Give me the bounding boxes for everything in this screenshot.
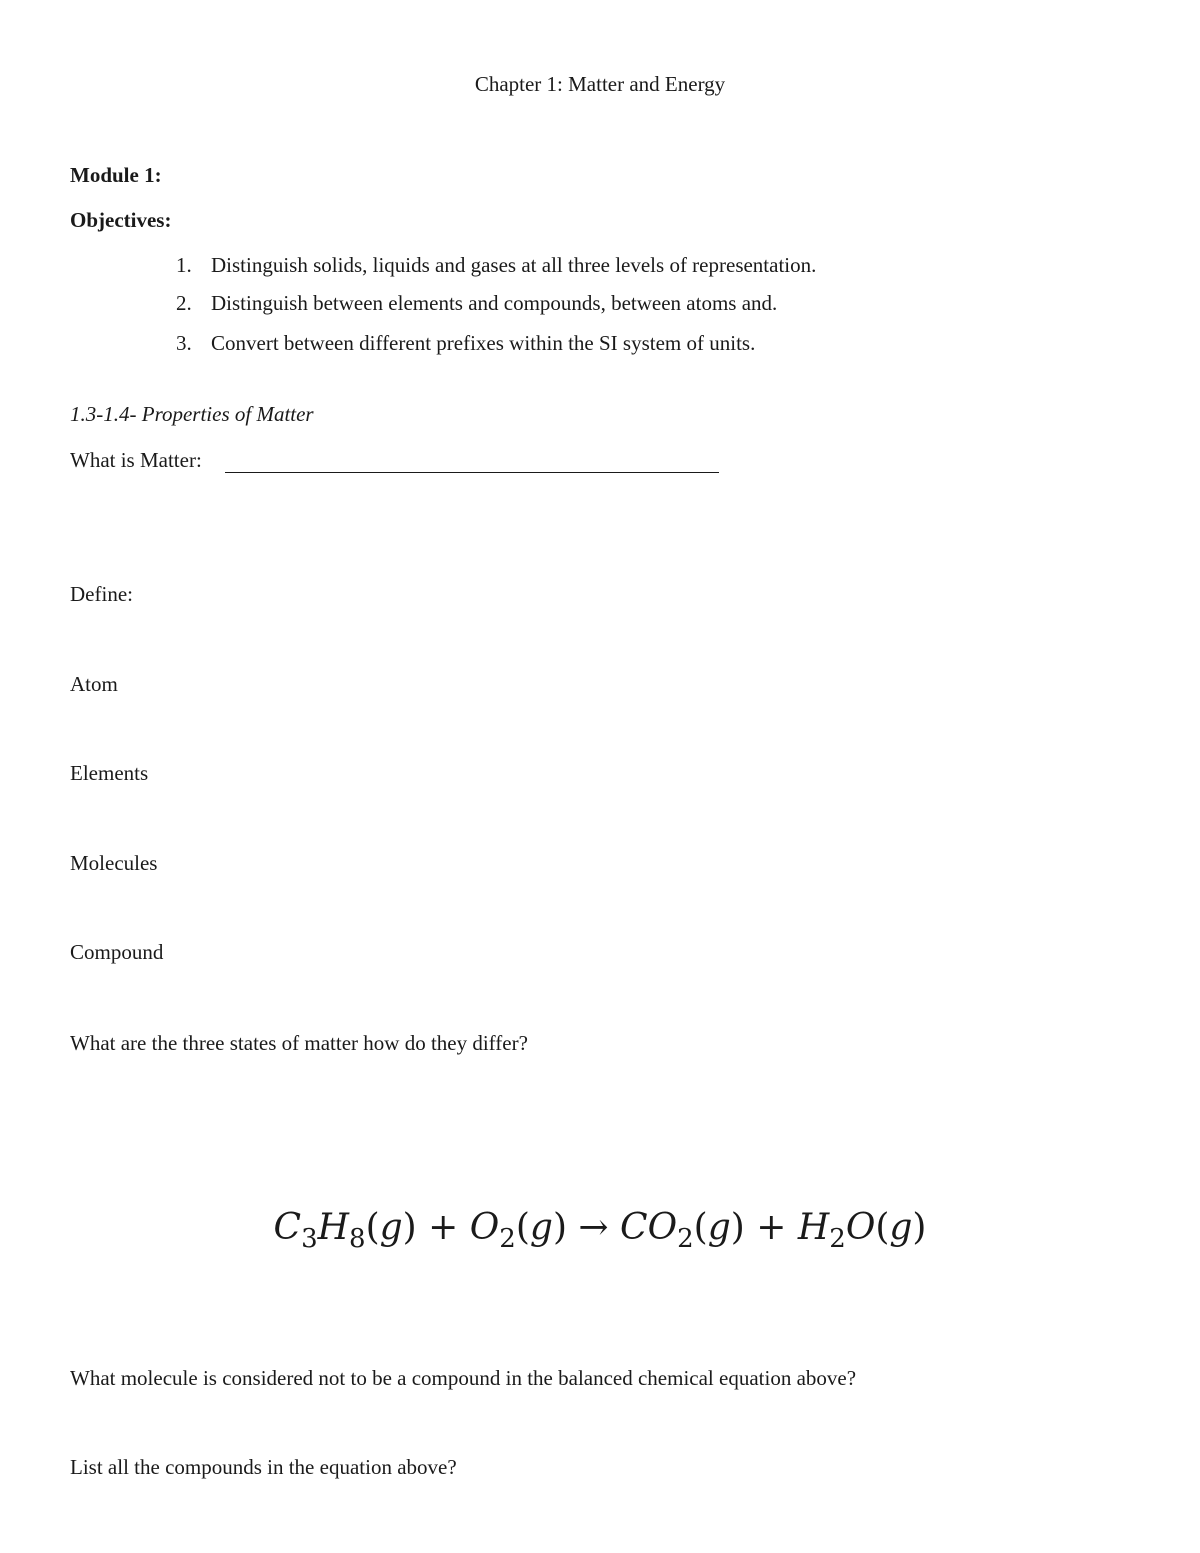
eq-subscript: 8	[349, 1224, 366, 1254]
eq-state: (g)	[693, 1207, 745, 1248]
eq-oxygen: O	[469, 1207, 500, 1248]
eq-state: (g)	[515, 1207, 567, 1248]
section-heading: 1.3-1.4- Properties of Matter	[70, 402, 314, 426]
objective-text: Convert between different prefixes within the SI system of units.	[211, 331, 756, 355]
define-label: Define:	[70, 582, 133, 606]
objective-number: 2.	[176, 291, 192, 315]
answer-blank-line[interactable]	[225, 472, 719, 473]
eq-state: (g)	[365, 1207, 417, 1248]
chemical-equation	[0, 1207, 1200, 1254]
eq-hydrogen: H	[797, 1207, 830, 1248]
eq-state-text: g	[379, 1207, 403, 1248]
eq-state: (g)	[875, 1207, 927, 1248]
question-list-compounds: List all the compounds in the equation above?	[70, 1455, 457, 1479]
page-title: Chapter 1: Matter and Energy	[474, 72, 726, 96]
question-matter: What is Matter:	[70, 448, 202, 472]
objective-number: 3.	[176, 331, 192, 355]
term-atom: Atom	[70, 672, 118, 696]
eq-plus: +	[744, 1207, 798, 1248]
objective-text: Distinguish solids, liquids and gases at all three levels of representation.	[211, 253, 817, 277]
objective-item-1	[0, 255, 1200, 279]
module-label: Module 1:	[70, 163, 162, 187]
eq-oxygen: O	[845, 1207, 876, 1248]
question-not-compound: What molecule is considered not to be a compound in the balanced chemical equation above?	[70, 1366, 857, 1390]
eq-hydrogen: H	[317, 1207, 350, 1248]
eq-subscript: 2	[677, 1224, 694, 1254]
eq-carbon-dioxide: CO	[620, 1207, 678, 1248]
eq-subscript: 3	[301, 1224, 318, 1254]
eq-carbon: C	[273, 1207, 302, 1248]
term-elements: Elements	[70, 761, 149, 785]
eq-arrow: →	[566, 1207, 621, 1248]
eq-subscript: 2	[499, 1224, 516, 1254]
eq-state-text: g	[707, 1207, 731, 1248]
question-states: What are the three states of matter how do they differ?	[70, 1031, 528, 1055]
objective-item-3	[0, 333, 1200, 357]
objective-text: Distinguish between elements and compounds, between atoms and.	[211, 291, 778, 315]
term-compound: Compound	[70, 940, 164, 964]
term-molecules: Molecules	[70, 851, 158, 875]
eq-state-text: g	[529, 1207, 553, 1248]
objective-number: 1.	[176, 253, 192, 277]
eq-plus: +	[416, 1207, 470, 1248]
eq-subscript: 2	[829, 1224, 846, 1254]
objectives-label: Objectives:	[70, 208, 172, 232]
eq-state-text: g	[889, 1207, 913, 1248]
objective-item-2	[0, 293, 1200, 317]
